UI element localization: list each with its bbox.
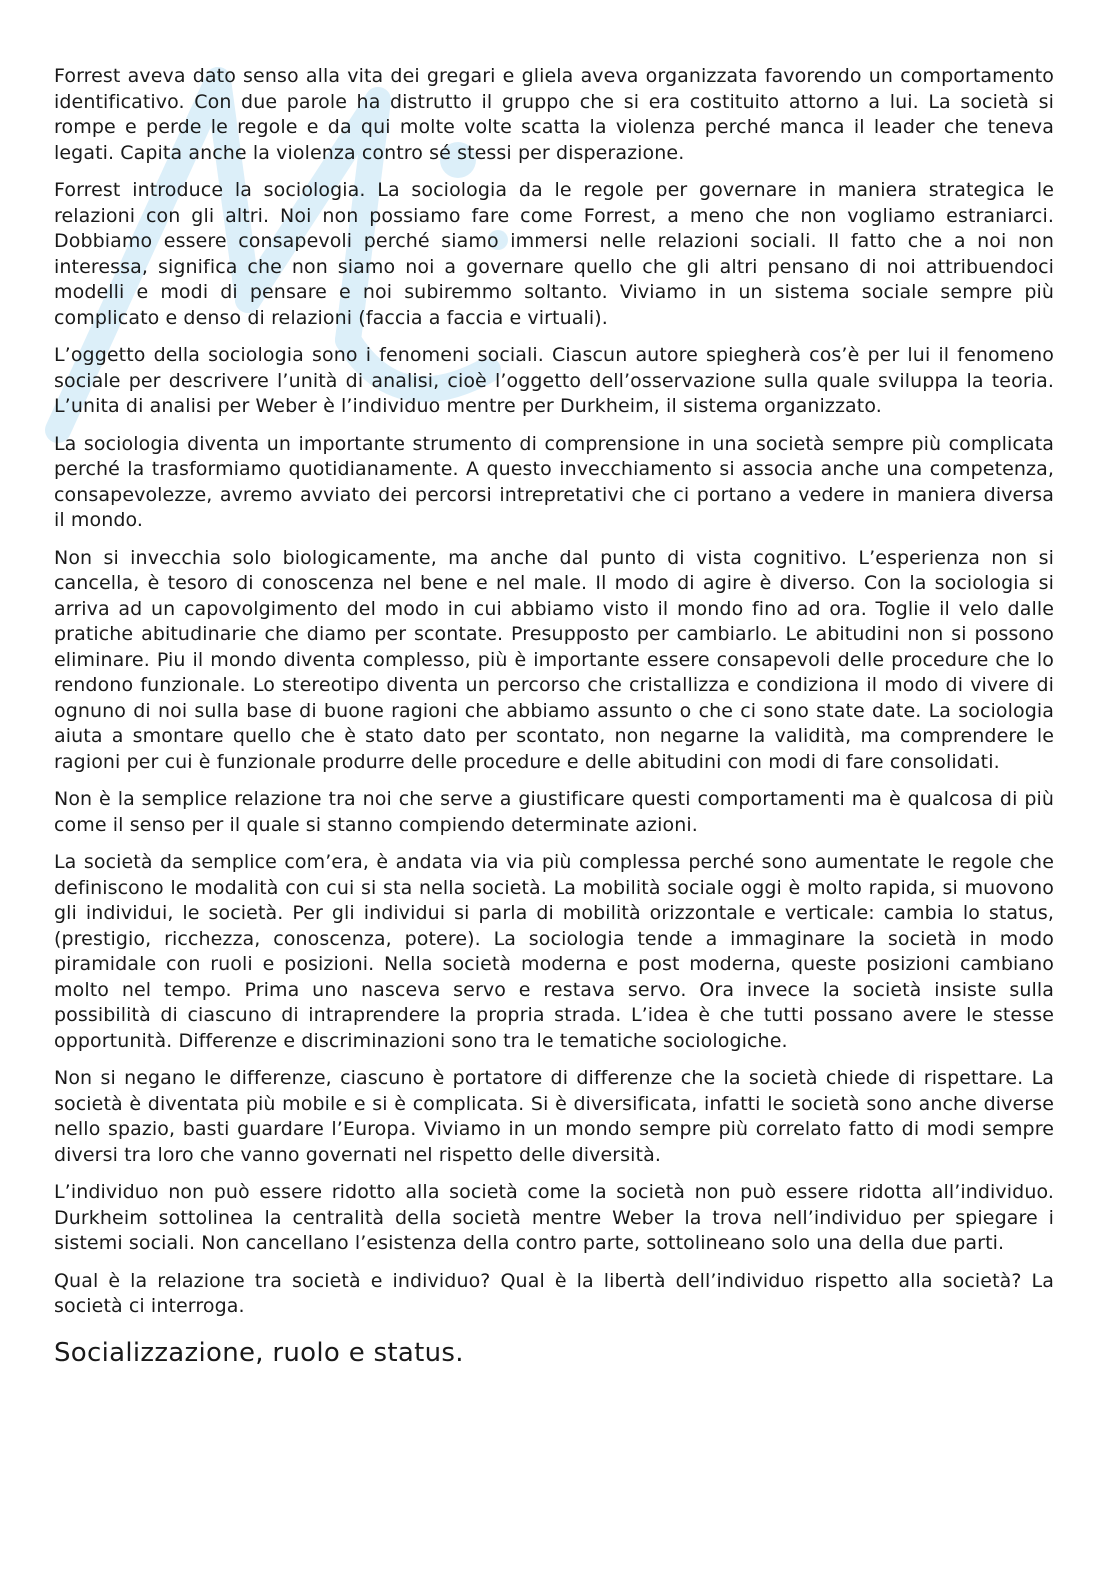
paragraph: Non è la semplice relazione tra noi che serve a giustificare questi comportamenti ma è qualcosa di più come il senso per il quale si stanno compiendo determinate azioni.: [54, 788, 1054, 836]
section-heading: Socializzazione, ruolo e status.: [54, 1337, 464, 1368]
paragraph: Non si negano le differenze, ciascuno è portatore di differenze che la società chiede di rispettare. La società è diventata più mobile e si è complicata. Si è diversificata, infatti le società sono anche diverse nello spazio, basti guardare l’Europa. Viviamo in un mondo sempre più correlato fatto di modi sempre diversi tra loro che vanno governati nel rispetto delle diversità.: [54, 1067, 1054, 1166]
paragraph: Non si invecchia solo biologicamente, ma anche dal punto di vista cognitivo. L’esperienza non si cancella, è tesoro di conoscenza nel bene e nel male. Il modo di agire è diverso. Con la sociologia si arriva ad un capovolgimento del modo in cui abbiamo visto il mondo fino ad ora. Toglie il velo dalle pratiche abitudinarie che diamo per scontate. Presupposto per cambiarlo. Le abitudini non si possono eliminare. Piu il mondo diventa complesso, più è importante essere consapevoli delle procedure che lo rendono funzionale. Lo stereotipo diventa un percorso che cristallizza e condiziona il modo di vivere di ognuno di noi sulla base di buone ragioni che abbiamo assunto o che ci sono state date. La sociologia aiuta a smontare quello che è stato dato per scontato, non negarne la validità, ma comprendere le ragioni per cui è funzionale produrre delle procedure e delle abitudini con modi di fare consolidati.: [54, 546, 1054, 773]
paragraph: La società da semplice com’era, è andata via via più complessa perché sono aumentate le regole che definiscono le modalità con cui si sta nella società. La mobilità sociale oggi è molto rapida, si muovono gli individui, le società. Per gli individui si parla di mobilità orizzontale e verticale: cambia lo status, (prestigio, ricchezza, conoscenza, potere). La sociologia tende a immaginare la società in modo piramidale con ruoli e posizioni. Nella società moderna e post moderna, queste posizioni cambiano molto nel tempo. Prima uno nasceva servo e restava servo. Ora invece la società insiste sulla possibilità di ciascuno di intraprendere la propria strada. L’idea è che tutti possano avere le stesse opportunità. Differenze e discriminazioni sono tra le tematiche sociologiche.: [54, 851, 1054, 1052]
paragraph: Qual è la relazione tra società e individuo? Qual è la libertà dell’individuo rispetto alla società? La società ci interroga.: [54, 1269, 1054, 1317]
paragraph: Forrest introduce la sociologia. La sociologia da le regole per governare in maniera strategica le relazioni con gli altri. Noi non possiamo fare come Forrest, a meno che non vogliamo estraniarci. Dobbiamo essere consapevoli perché siamo immersi nelle relazioni sociali. Il fatto che a noi non interessa, significa che non siamo noi a governare quello che gli altri pensano di noi attribuendoci modelli e modi di pensare e noi subiremmo soltanto. Viviamo in un sistema sociale sempre più complicato e denso di relazioni (faccia a faccia e virtuali).: [54, 179, 1054, 329]
paragraph: Forrest aveva dato senso alla vita dei gregari e gliela aveva organizzata favorendo un comportamento identificativo. Con due parole ha distrutto il gruppo che si era costituito attorno a lui. La società si rompe e perde le regole e da qui molte volte scatta la violenza perché manca il leader che teneva legati. Capita anche la violenza contro sé stessi per disperazione.: [54, 65, 1054, 164]
paragraph: L’oggetto della sociologia sono i fenomeni sociali. Ciascun autore spiegherà cos’è per lui il fenomeno sociale per descrivere l’unità di analisi, cioè l’oggetto dell’osservazione sulla quale sviluppa la teoria. L’unita di analisi per Weber è l’individuo mentre per Durkheim, il sistema organizzato.: [54, 344, 1054, 417]
paragraph: La sociologia diventa un importante strumento di comprensione in una società sempre più complicata perché la trasformiamo quotidianamente. A questo invecchiamento si associa anche una competenza, consapevolezze, avremo avviato dei percorsi intrepretativi che ci portano a vedere in maniera diversa il mondo.: [54, 432, 1054, 531]
paragraph: L’individuo non può essere ridotto alla società come la società non può essere ridotta all’individuo. Durkheim sottolinea la centralità della società mentre Weber la trova nell’individuo per spiegare i sistemi sociali. Non cancellano l’esistenza della contro parte, sottolineano solo una della due parti.: [54, 1181, 1054, 1254]
document-page: [54, 64, 1054, 1370]
